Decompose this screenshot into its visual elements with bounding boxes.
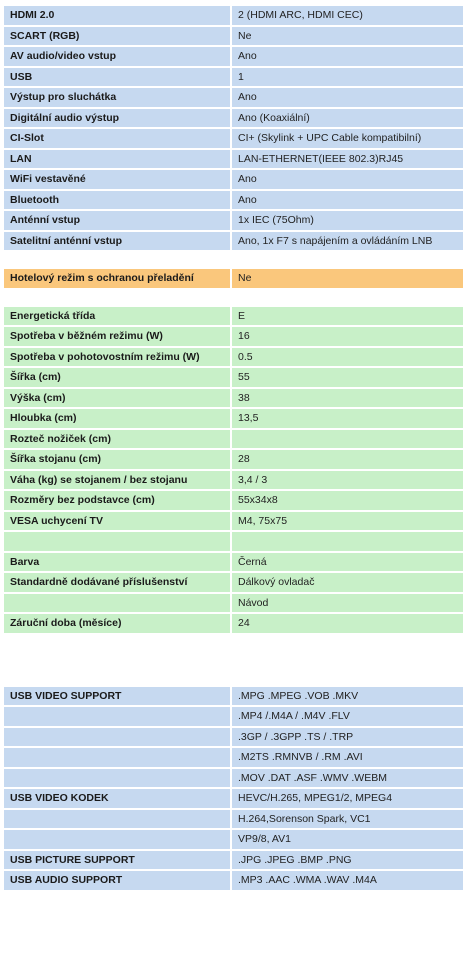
spec-row [4,348,463,367]
spec-label: USB PICTURE SUPPORT [4,851,230,870]
spec-label: Anténní vstup [4,211,230,230]
spec-row [4,327,463,346]
spec-label: Bluetooth [4,191,230,210]
spec-row [4,573,463,592]
spec-label [4,728,230,747]
spec-value: Ano [232,191,463,210]
spec-row [4,614,463,633]
spec-label: VESA uchycení TV [4,512,230,531]
spec-value: 2 (HDMI ARC, HDMI CEC) [232,6,463,25]
spec-value: 16 [232,327,463,346]
section-gap [0,635,468,685]
spec-row [4,68,463,87]
section-gap [0,290,468,305]
spec-value: 13,5 [232,409,463,428]
spec-value: .M2TS .RMNVB / .RM .AVI [232,748,463,767]
spec-row [4,27,463,46]
spec-value: VP9/8, AV1 [232,830,463,849]
spec-label: Šířka stojanu (cm) [4,450,230,469]
spec-value: .MPG .MPEG .VOB .MKV [232,687,463,706]
spec-value: Ano [232,47,463,66]
spec-value: Ano [232,170,463,189]
spec-row [4,748,463,767]
spec-row [4,47,463,66]
spec-label: WiFi vestavěné [4,170,230,189]
spec-value: LAN-ETHERNET(IEEE 802.3)RJ45 [232,150,463,169]
spec-row [4,109,463,128]
spec-row [4,450,463,469]
spec-label: Satelitní anténní vstup [4,232,230,251]
spec-label: Hloubka (cm) [4,409,230,428]
spec-label [4,748,230,767]
spec-label: Spotřeba v pohotovostním režimu (W) [4,348,230,367]
spec-value: H.264,Sorenson Spark, VC1 [232,810,463,829]
spec-value: 55 [232,368,463,387]
spec-row-hotel-mode [4,269,463,288]
spec-value: .MP4 /.M4A / .M4V .FLV [232,707,463,726]
spec-row [4,409,463,428]
spec-value: Návod [232,594,463,613]
spec-row [4,368,463,387]
spec-value: E [232,307,463,326]
spec-value: .JPG .JPEG .BMP .PNG [232,851,463,870]
spec-label: AV audio/video vstup [4,47,230,66]
spec-row [4,471,463,490]
spec-label: USB AUDIO SUPPORT [4,871,230,890]
spec-value: Ano (Koaxiální) [232,109,463,128]
spec-row [4,211,463,230]
spec-label [4,769,230,788]
connectivity-table [2,4,465,252]
spec-value: .MOV .DAT .ASF .WMV .WEBM [232,769,463,788]
spec-row [4,594,463,613]
spec-row [4,307,463,326]
spec-row [4,707,463,726]
spec-row [4,532,463,551]
spec-label: Standardně dodávané příslušenství [4,573,230,592]
spec-row [4,88,463,107]
spec-value: 1x IEC (75Ohm) [232,211,463,230]
spec-value: 55x34x8 [232,491,463,510]
spec-row [4,830,463,849]
section-gap [0,252,468,267]
spec-row [4,430,463,449]
spec-row [4,389,463,408]
spec-label: Rozměry bez podstavce (cm) [4,491,230,510]
spec-value: 24 [232,614,463,633]
spec-row [4,553,463,572]
spec-value: 3,4 / 3 [232,471,463,490]
spec-row [4,170,463,189]
spec-label: Energetická třída [4,307,230,326]
spec-label: Digitální audio výstup [4,109,230,128]
spec-row [4,232,463,251]
spec-value: .MP3 .AAC .WMA .WAV .M4A [232,871,463,890]
spec-row [4,150,463,169]
spec-label [4,594,230,613]
spec-label [4,707,230,726]
spec-value: CI+ (Skylink + UPC Cable kompatibilní) [232,129,463,148]
spec-row [4,789,463,808]
spec-value: Černá [232,553,463,572]
spec-value: Ne [232,27,463,46]
spec-row [4,6,463,25]
spec-value: M4, 75x75 [232,512,463,531]
spec-value [232,532,463,551]
spec-label: SCART (RGB) [4,27,230,46]
spec-row [4,769,463,788]
spec-value: 38 [232,389,463,408]
spec-row [4,728,463,747]
spec-row [4,491,463,510]
spec-label: LAN [4,150,230,169]
spec-value: .3GP / .3GPP .TS / .TRP [232,728,463,747]
spec-label: Záruční doba (měsíce) [4,614,230,633]
spec-row [4,687,463,706]
spec-row [4,851,463,870]
hotel-mode-table [2,267,465,290]
spec-label [4,830,230,849]
spec-label: Výška (cm) [4,389,230,408]
spec-label: USB VIDEO SUPPORT [4,687,230,706]
spec-value: Ano, 1x F7 s napájením a ovládáním LNB [232,232,463,251]
spec-label: USB VIDEO KODEK [4,789,230,808]
spec-value: 1 [232,68,463,87]
spec-row [4,129,463,148]
spec-row [4,512,463,531]
spec-label: Hotelový režim s ochranou přeladění [4,269,230,288]
spec-value: Ne [232,269,463,288]
spec-value: 28 [232,450,463,469]
spec-label: Rozteč nožiček (cm) [4,430,230,449]
spec-label: Spotřeba v běžném režimu (W) [4,327,230,346]
spec-value: Dálkový ovladač [232,573,463,592]
spec-label: USB [4,68,230,87]
spec-value: HEVC/H.265, MPEG1/2, MPEG4 [232,789,463,808]
spec-value [232,430,463,449]
spec-label: HDMI 2.0 [4,6,230,25]
spec-value: Ano [232,88,463,107]
spec-row [4,810,463,829]
spec-label [4,532,230,551]
spec-label: Váha (kg) se stojanem / bez stojanu [4,471,230,490]
spec-label [4,810,230,829]
usb-support-table [2,685,465,892]
spec-row [4,191,463,210]
physical-table [2,305,465,635]
spec-label: Výstup pro sluchátka [4,88,230,107]
spec-row [4,871,463,890]
spec-label: Barva [4,553,230,572]
spec-label: CI-Slot [4,129,230,148]
spec-value: 0.5 [232,348,463,367]
spec-label: Šířka (cm) [4,368,230,387]
